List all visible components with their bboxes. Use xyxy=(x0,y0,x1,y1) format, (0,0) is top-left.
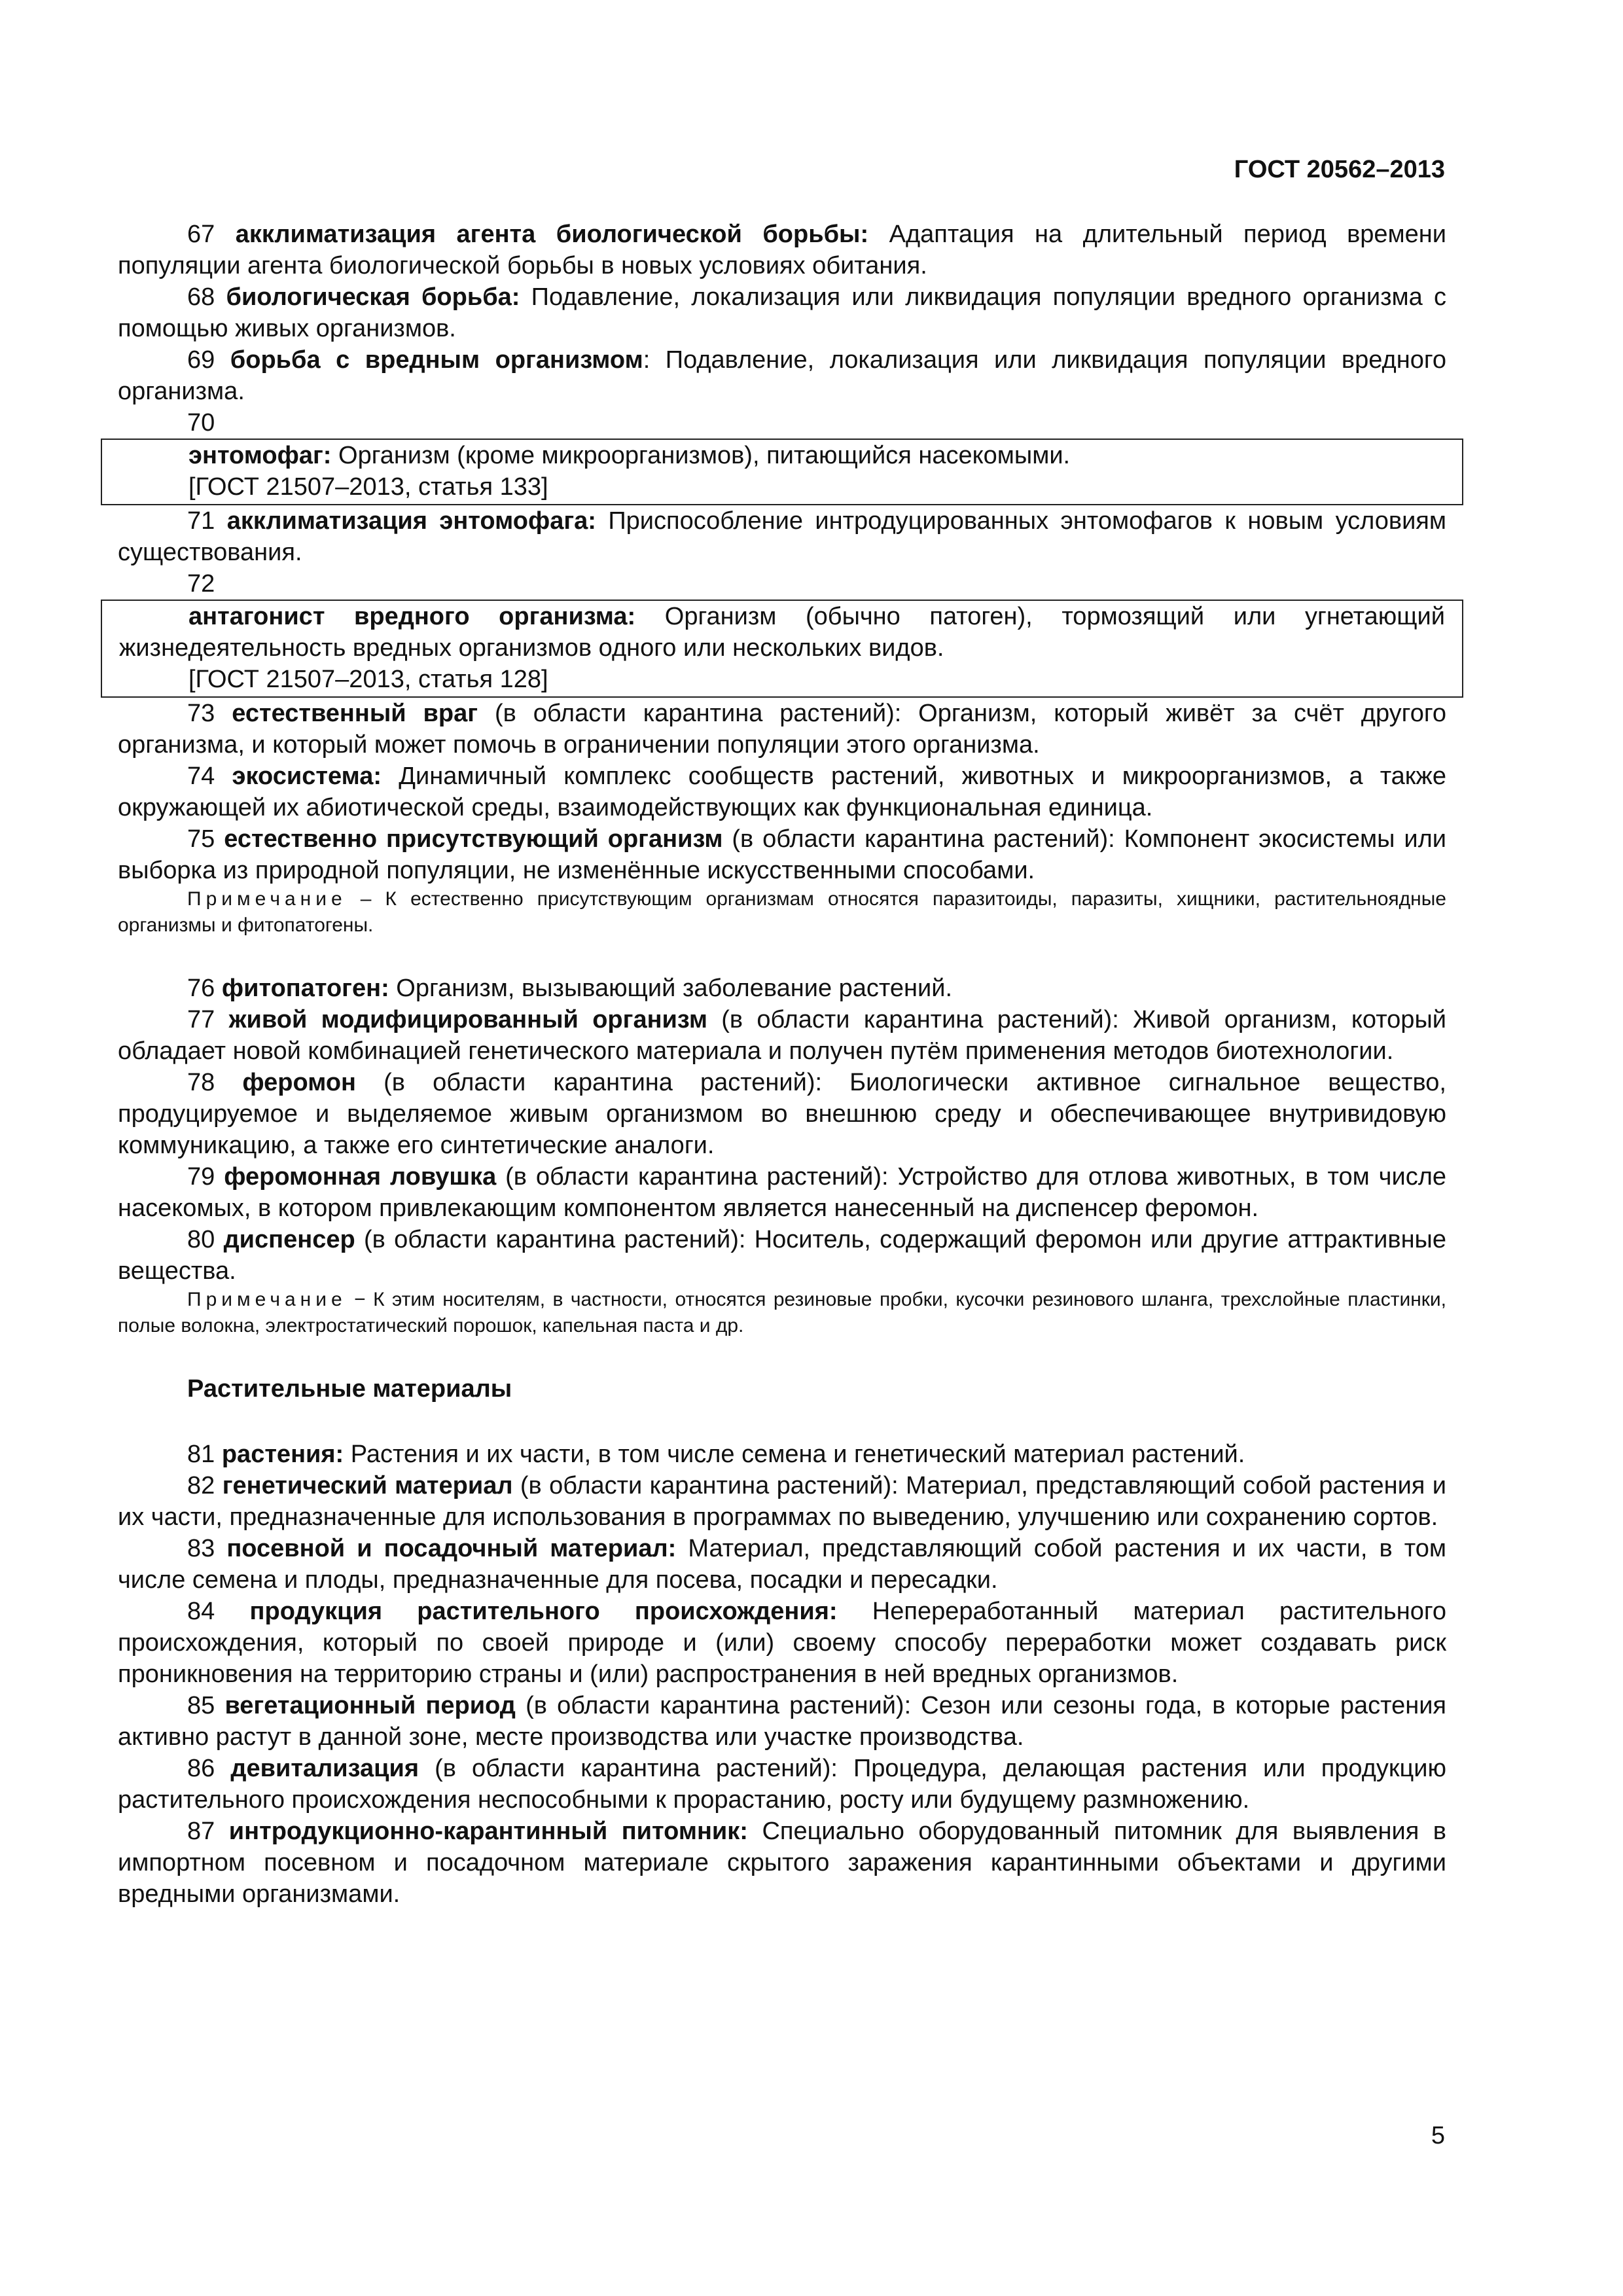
entry-definition: Организм (обычно патоген), тормозящий или угнетающий жизнедеятельность вредных организмов одного или нескольких видов. xyxy=(119,603,1445,662)
entry-number: 85 xyxy=(187,1692,215,1719)
quoted-definition-box xyxy=(101,439,1463,505)
entry-number: 77 xyxy=(187,1006,215,1033)
entry-number: 78 xyxy=(187,1069,215,1096)
term-entry xyxy=(118,1470,1446,1533)
note-text: − К этим носителям, в частности, относятся резиновые пробки, кусочки резинового шланга, трехслойные пластинки, полые волокна, электростатический порошок, капельная паста и др. xyxy=(118,1289,1446,1336)
entry-term: борьба с вредным организмом xyxy=(230,346,643,374)
entry-term: диспенсер xyxy=(223,1226,355,1253)
entry-number: 87 xyxy=(187,1818,215,1845)
note xyxy=(118,1287,1446,1339)
term-entry xyxy=(118,219,1446,281)
entry-term: генетический материал xyxy=(222,1472,513,1499)
term-entry xyxy=(118,1067,1446,1161)
term-entry xyxy=(118,973,1446,1004)
term-entry xyxy=(118,1690,1446,1753)
entry-definition: Непереработанный материал растительного происхождения, который по своей природе и (или) своему способу переработки может создавать риск проникновения на территорию страны и (или) распространения в ней вредных организмов. xyxy=(118,1598,1446,1688)
entry-number: 74 xyxy=(187,762,215,790)
entry-number: 69 xyxy=(187,346,215,374)
quoted-definition-box xyxy=(101,600,1463,698)
entry-term: посевной и посадочный материал: xyxy=(226,1535,677,1562)
entry-definition: (в области карантина растений): Сезон или сезоны года, в которые растения активно растут в данной зоне, месте производства или участке производства. xyxy=(118,1692,1446,1751)
entry-definition: (в области карантина растений): Материал, представляющий собой растения и их части, предназначенные для использования в программах по выведению, улучшению или сохранению сортов. xyxy=(118,1472,1446,1531)
term-entry xyxy=(118,1004,1446,1067)
term-entry xyxy=(118,698,1446,761)
entry-number: 67 xyxy=(187,221,215,248)
entry-definition: (в области карантина растений): Живой организм, который обладает новой комбинацией генетического материала и получен путём применения методов биотехнологии. xyxy=(118,1006,1446,1065)
section-title: Растительные материалы xyxy=(187,1375,512,1403)
entry-number: 71 xyxy=(187,507,215,535)
entry-term: акклиматизация энтомофага: xyxy=(226,507,596,535)
term-entry xyxy=(118,281,1446,344)
entry-term: продукция растительного происхождения: xyxy=(249,1598,838,1625)
entry-number: 83 xyxy=(187,1535,215,1562)
note xyxy=(118,886,1446,939)
entry-definition: Динамичный комплекс сообществ растений, животных и микроорганизмов, а также окружающей их абиотической среды, взаимодействующих как функциональная единица. xyxy=(118,762,1446,821)
entry-source: [ГОСТ 21507–2013, статья 128] xyxy=(188,666,548,693)
entry-term: энтомофаг: xyxy=(188,442,332,469)
entry-term: естественный враг xyxy=(232,700,478,727)
entry-term: естественно присутствующий организм xyxy=(224,825,723,853)
entry-definition: (в области карантина растений): Компонент экосистемы или выборка из природной популяции, не изменённые искусственными способами. xyxy=(118,825,1446,884)
entry-definition: Адаптация на длительный период времени популяции агента биологической борьбы в новых условиях обитания. xyxy=(118,221,1447,279)
term-entry xyxy=(118,1596,1446,1690)
term-entry xyxy=(118,1161,1446,1224)
entry-term: интродукционно-карантинный питомник: xyxy=(228,1818,748,1845)
term-entry xyxy=(118,1533,1446,1596)
entry-number: 86 xyxy=(187,1755,215,1782)
entry-definition: Материал, представляющий собой растения и их части, в том числе семена и плоды, предназначенные для посева, посадки и пересадки. xyxy=(118,1535,1446,1594)
term-entry xyxy=(118,1439,1446,1470)
entry-term: вегетационный период xyxy=(224,1692,516,1719)
entry-term: акклиматизация агента биологической борьбы: xyxy=(235,221,869,248)
entry-term: феромон xyxy=(242,1069,356,1096)
entry-definition: (в области карантина растений): Носитель, содержащий феромон или другие аттрактивные вещества. xyxy=(118,1226,1446,1285)
term-entry xyxy=(118,1753,1446,1816)
entry-definition: (в области карантина растений): Биологически активное сигнальное вещество, продуцируемое и выделяемое живым организмом во внешнюю среду и обеспечивающее внутривидовую коммуникацию, а также его синтетические аналоги. xyxy=(118,1069,1446,1159)
entry-number: 68 xyxy=(187,283,215,311)
note-label: Примечание xyxy=(187,888,347,910)
note-label: Примечание xyxy=(187,1289,347,1310)
entry-term: биологическая борьба: xyxy=(226,283,520,311)
term-entry xyxy=(118,344,1446,407)
entry-definition: : Подавление, локализация или ликвидация популяции вредного организма. xyxy=(118,346,1446,405)
entry-number: 81 xyxy=(187,1441,215,1468)
entry-term: экосистема: xyxy=(232,762,382,790)
page-number: 5 xyxy=(1431,2122,1445,2149)
entry-definition: Подавление, локализация или ликвидация популяции вредного организма с помощью живых организмов. xyxy=(118,283,1446,342)
entry-term: растения: xyxy=(221,1441,344,1468)
entry-term: феромонная ловушка xyxy=(224,1163,497,1191)
entry-definition: Приспособление интродуцированных энтомофагов к новым условиям существования. xyxy=(118,507,1446,566)
entry-number: 80 xyxy=(187,1226,215,1253)
entry-number: 84 xyxy=(187,1598,215,1625)
term-entry xyxy=(118,761,1446,823)
entry-definition: Специально оборудованный питомник для выявления в импортном посевном и посадочном материале скрытого заражения карантинными объектами и другими вредными организмами. xyxy=(118,1818,1446,1908)
entry-number: 72 xyxy=(187,570,215,598)
entry-number: 76 xyxy=(187,975,215,1002)
entry-definition: (в области карантина растений): Организм, который живёт за счёт другого организма, и который может помочь в ограничении популяции этого организма. xyxy=(118,700,1447,759)
boxed-term-entry xyxy=(118,568,1446,698)
document-header: ГОСТ 20562–2013 xyxy=(1234,156,1445,183)
entry-definition: Растения и их части, в том числе семена и генетический материал растений. xyxy=(344,1441,1245,1468)
term-entry xyxy=(118,505,1446,568)
entry-number: 79 xyxy=(187,1163,215,1191)
term-entry xyxy=(118,1816,1446,1910)
entry-term: девитализация xyxy=(230,1755,419,1782)
term-entry xyxy=(118,823,1446,886)
entry-number: 70 xyxy=(187,409,215,437)
document-body xyxy=(118,219,1446,1910)
entry-source: [ГОСТ 21507–2013, статья 133] xyxy=(188,473,548,501)
note-text: – К естественно присутствующим организмам относятся паразитоиды, паразиты, хищники, растительноядные организмы и фитопатогены. xyxy=(118,888,1446,936)
entry-term: живой модифицированный организм xyxy=(228,1006,707,1033)
entry-definition: (в области карантина растений): Устройство для отлова животных, в том числе насекомых, в котором привлекающим компонентом является нанесенный на диспенсер феромон. xyxy=(118,1163,1446,1222)
entry-definition: (в области карантина растений): Процедура, делающая растения или продукцию растительного происхождения неспособными к прорастанию, росту или будущему размножению. xyxy=(118,1755,1446,1814)
entry-number: 82 xyxy=(187,1472,215,1499)
entry-definition: Организм, вызывающий заболевание растений. xyxy=(389,975,953,1002)
term-entry xyxy=(118,1224,1446,1287)
entry-number: 75 xyxy=(187,825,215,853)
boxed-term-entry xyxy=(118,407,1446,505)
entry-number: 73 xyxy=(187,700,215,727)
entry-definition: Организм (кроме микроорганизмов), питающийся насекомыми. xyxy=(331,442,1071,469)
entry-term: фитопатоген: xyxy=(221,975,389,1002)
entry-term: антагонист вредного организма: xyxy=(188,603,636,630)
